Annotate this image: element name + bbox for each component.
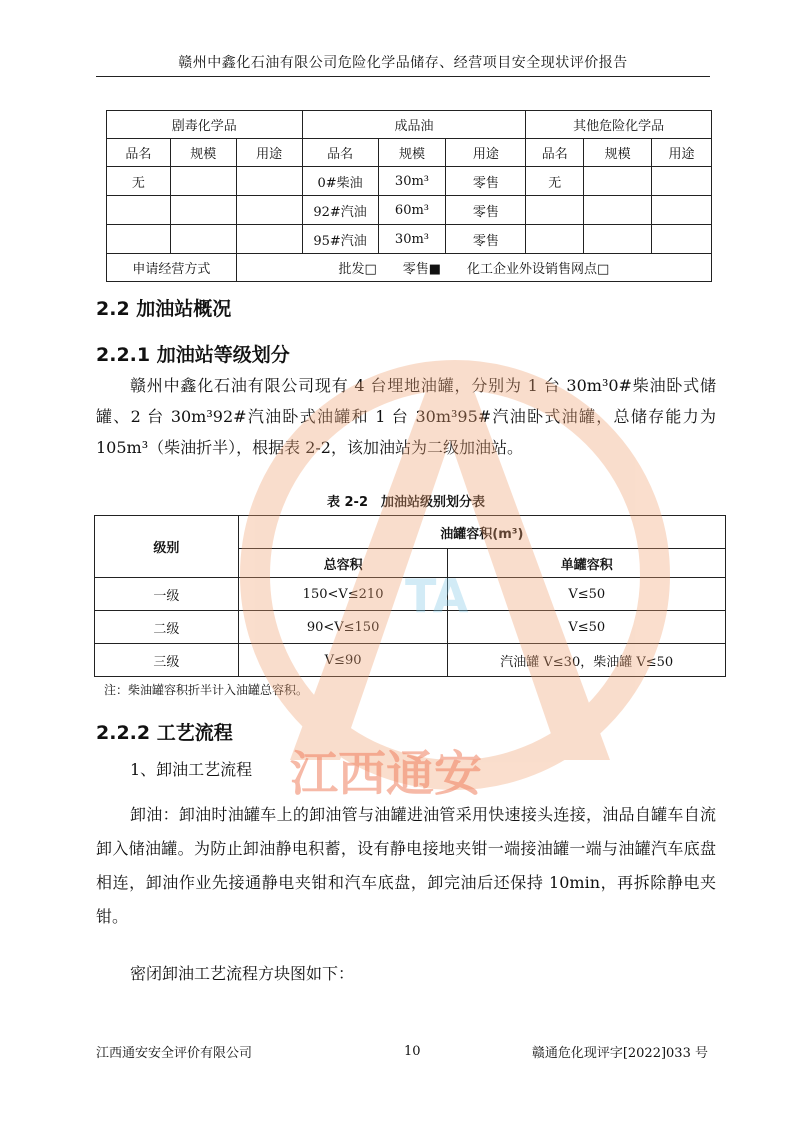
table-cell bbox=[170, 167, 236, 196]
table-cell bbox=[652, 225, 712, 254]
table-note: 注：柴油罐容积折半计入油罐总容积。 bbox=[104, 683, 309, 697]
table-cell bbox=[584, 167, 652, 196]
column-header: 品名 bbox=[526, 139, 584, 167]
level-cell: 三级 bbox=[95, 644, 239, 677]
unload-paragraph: 卸油：卸油时油罐车上的卸油管与油罐进油管采用快速接头连接，油品自罐车自流卸入储油罐。为防止卸油静电积蓄，设有静电接地夹钳一端接油罐一端与油罐汽车底盘相连，卸油作业先接通静电夹钳和汽车底盘，卸完油后还保持 10min，再拆除静电夹钳。 bbox=[96, 805, 716, 926]
page-number: 10 bbox=[404, 1044, 421, 1059]
subsection-heading: 1、卸油工艺流程 bbox=[130, 760, 253, 779]
apply-mode-options: 批发□ 零售■ 化工企业外设销售网点□ bbox=[236, 254, 711, 282]
column-header: 用途 bbox=[446, 139, 526, 167]
table-cell: 95#汽油 bbox=[302, 225, 378, 254]
single-cell: V≤50 bbox=[448, 611, 726, 644]
single-cell: V≤50 bbox=[448, 578, 726, 611]
table-row bbox=[107, 196, 712, 225]
total-cell: V≤90 bbox=[238, 644, 448, 677]
footer-doc-number: 赣通危化现评字[2022]033 号 bbox=[531, 1046, 708, 1061]
table-cell bbox=[170, 196, 236, 225]
grade-paragraph: 赣州中鑫化石油有限公司现有 4 台埋地油罐，分别为 1 台 30m³0#柴油卧式储罐、2 台 30m³92#汽油卧式油罐和 1 台 30m³95#汽油卧式油罐，总储存能力为 105m³（柴油折半），根据表 2-2，该加油站为二级加油站。 bbox=[96, 376, 716, 457]
table-cell: 零售 bbox=[446, 196, 526, 225]
column-header-single: 单罐容积 bbox=[448, 549, 726, 578]
table-cell bbox=[526, 196, 584, 225]
column-header: 品名 bbox=[302, 139, 378, 167]
table-cell: 60m³ bbox=[378, 196, 446, 225]
column-header: 规模 bbox=[170, 139, 236, 167]
single-cell: 汽油罐 V≤30，柴油罐 V≤50 bbox=[448, 644, 726, 677]
seal-letters: TA bbox=[405, 569, 469, 623]
table-cell: 30m³ bbox=[378, 167, 446, 196]
table-row bbox=[107, 167, 712, 196]
table-cell bbox=[236, 167, 302, 196]
table-cell bbox=[584, 225, 652, 254]
column-header: 品名 bbox=[107, 139, 171, 167]
column-header-capacity: 油罐容积(m³) bbox=[238, 516, 725, 549]
table-cell: 零售 bbox=[446, 167, 526, 196]
table-cell: 92#汽油 bbox=[302, 196, 378, 225]
grade-table bbox=[94, 515, 726, 677]
table-cell bbox=[652, 196, 712, 225]
table-cell bbox=[652, 167, 712, 196]
table-cell: 30m³ bbox=[378, 225, 446, 254]
group-header-oil: 成品油 bbox=[302, 111, 526, 139]
table-cell: 零售 bbox=[446, 225, 526, 254]
column-header-total: 总容积 bbox=[238, 549, 448, 578]
diagram-intro: 密闭卸油工艺流程方块图如下： bbox=[130, 964, 355, 983]
table-cell bbox=[584, 196, 652, 225]
header-rule bbox=[96, 76, 710, 77]
table-cell bbox=[236, 225, 302, 254]
table-cell bbox=[170, 225, 236, 254]
table-row bbox=[95, 644, 726, 677]
chemical-table bbox=[106, 110, 712, 282]
apply-mode-label: 申请经营方式 bbox=[107, 254, 237, 282]
running-header: 赣州中鑫化石油有限公司危险化学品储存、经营项目安全现状评价报告 bbox=[178, 55, 628, 71]
column-header: 规模 bbox=[378, 139, 446, 167]
seal-text: 江西通安 bbox=[290, 746, 483, 802]
section-heading: 2.2 加油站概况 bbox=[96, 298, 232, 320]
total-cell: 90<V≤150 bbox=[238, 611, 448, 644]
table-row bbox=[95, 611, 726, 644]
level-cell: 一级 bbox=[95, 578, 239, 611]
table-cell: 无 bbox=[526, 167, 584, 196]
table-cell: 无 bbox=[107, 167, 171, 196]
table-cell bbox=[526, 225, 584, 254]
table-cell bbox=[236, 196, 302, 225]
column-header: 用途 bbox=[652, 139, 712, 167]
table-cell bbox=[107, 196, 171, 225]
level-cell: 二级 bbox=[95, 611, 239, 644]
table-row bbox=[107, 225, 712, 254]
total-cell: 150<V≤210 bbox=[238, 578, 448, 611]
table-cell bbox=[107, 225, 171, 254]
table-caption: 表 2-2 加油站级别划分表 bbox=[326, 495, 485, 510]
group-header-other: 其他危险化学品 bbox=[526, 111, 712, 139]
column-header-level: 级别 bbox=[95, 516, 239, 578]
section-heading: 2.2.1 加油站等级划分 bbox=[96, 344, 290, 366]
column-header: 规模 bbox=[584, 139, 652, 167]
footer-company: 江西通安安全评价有限公司 bbox=[96, 1046, 253, 1061]
section-heading: 2.2.2 工艺流程 bbox=[96, 722, 233, 744]
column-header: 用途 bbox=[236, 139, 302, 167]
table-cell: 0#柴油 bbox=[302, 167, 378, 196]
group-header-toxic: 剧毒化学品 bbox=[107, 111, 303, 139]
table-row bbox=[95, 578, 726, 611]
